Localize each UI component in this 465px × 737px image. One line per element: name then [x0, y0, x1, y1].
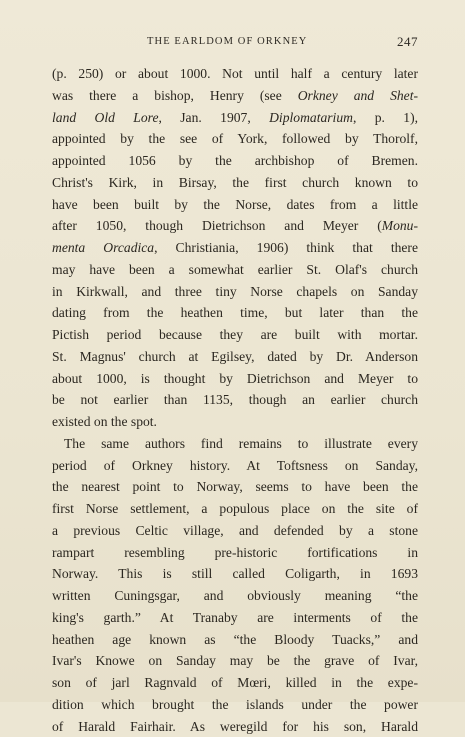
body-text — [52, 63, 418, 737]
italic-text: land Old Lore — [52, 110, 158, 125]
text-run: after 1050, though Dietrichson and Meyer ( — [52, 218, 382, 233]
page-number: 247 — [397, 34, 418, 50]
text-line — [52, 281, 418, 303]
text-run: Pictish period because they are built with mortar. — [52, 327, 418, 342]
text-run: about 1000, is thought by Dietrichson and Meyer to — [52, 371, 418, 386]
text-run: period of Orkney history. At Toftsness on Sanday, — [52, 458, 418, 473]
text-line — [52, 259, 418, 281]
text-run: dition which brought the islands under the power — [52, 697, 418, 712]
text-run: was there a bishop, Henry (see — [52, 88, 298, 103]
text-run: Christ's Kirk, in Birsay, the first church known to — [52, 175, 418, 190]
text-line — [52, 302, 418, 324]
text-line — [52, 172, 418, 194]
text-run: the nearest point to Norway, seems to have been the — [52, 479, 418, 494]
text-run: rampart resembling pre-historic fortifications in — [52, 545, 418, 560]
italic-text: menta Orcadica — [52, 240, 154, 255]
italic-text: Monu- — [382, 218, 418, 233]
text-run: first Norse settlement, a populous place on the site of — [52, 501, 418, 516]
text-line — [52, 411, 418, 433]
text-run: heathen age known as “the Bloody Tuacks,” and — [52, 632, 418, 647]
text-line — [52, 455, 418, 477]
text-run: be not earlier than 1135, though an earlier church — [52, 392, 418, 407]
text-run: appointed by the see of York, followed by Thorolf, — [52, 131, 418, 146]
text-line — [52, 433, 418, 455]
text-line — [52, 128, 418, 150]
text-line — [52, 650, 418, 672]
text-line — [52, 107, 418, 129]
text-run: , Jan. 1907, — [158, 110, 269, 125]
text-run: in Kirkwall, and three tiny Norse chapels on Sanday — [52, 284, 418, 299]
text-run: of Harald Fairhair. As weregild for his son, Harald — [52, 719, 418, 734]
text-run: The same authors find remains to illustrate every — [64, 436, 418, 451]
text-run: son of jarl Ragnvald of Mœri, killed in the expe- — [52, 675, 418, 690]
text-run: St. Magnus' church at Egilsey, dated by Dr. Anderson — [52, 349, 418, 364]
text-run: existed on the spot. — [52, 414, 157, 429]
text-run: may have been a somewhat earlier St. Olaf's church — [52, 262, 418, 277]
text-run: Norway. This is still called Coligarth, in 1693 — [52, 566, 418, 581]
text-line — [52, 63, 418, 85]
text-line — [52, 215, 418, 237]
text-run: appointed 1056 by the archbishop of Bremen. — [52, 153, 418, 168]
text-line — [52, 607, 418, 629]
text-line — [52, 520, 418, 542]
text-line — [52, 368, 418, 390]
running-title: THE EARLDOM OF ORKNEY — [147, 36, 307, 47]
text-line — [52, 346, 418, 368]
text-run: a previous Celtic village, and defended by a stone — [52, 523, 418, 538]
text-line — [52, 237, 418, 259]
text-run: written Cuningsgar, and obviously meaning “the — [52, 588, 418, 603]
text-line — [52, 476, 418, 498]
text-line — [52, 694, 418, 716]
text-run: have been built by the Norse, dates from a little — [52, 197, 418, 212]
text-line — [52, 563, 418, 585]
text-run: (p. 250) or about 1000. Not until half a century later — [52, 66, 418, 81]
text-line — [52, 672, 418, 694]
text-run: , Christiania, 1906) think that there — [154, 240, 418, 255]
text-line — [52, 498, 418, 520]
text-line — [52, 194, 418, 216]
text-run: , p. 1), — [353, 110, 418, 125]
text-line — [52, 150, 418, 172]
text-line — [52, 629, 418, 651]
text-line — [52, 716, 418, 737]
italic-text: Diplomatarium — [269, 110, 353, 125]
text-line — [52, 85, 418, 107]
italic-text: Orkney and Shet- — [298, 88, 418, 103]
text-run: dating from the heathen time, but later than the — [52, 305, 418, 320]
text-line — [52, 324, 418, 346]
text-line — [52, 389, 418, 411]
text-run: king's garth.” At Tranaby are interments of the — [52, 610, 418, 625]
text-run: Ivar's Knowe on Sanday may be the grave of Ivar, — [52, 653, 418, 668]
page-header — [52, 36, 418, 54]
text-line — [52, 542, 418, 564]
text-line — [52, 585, 418, 607]
